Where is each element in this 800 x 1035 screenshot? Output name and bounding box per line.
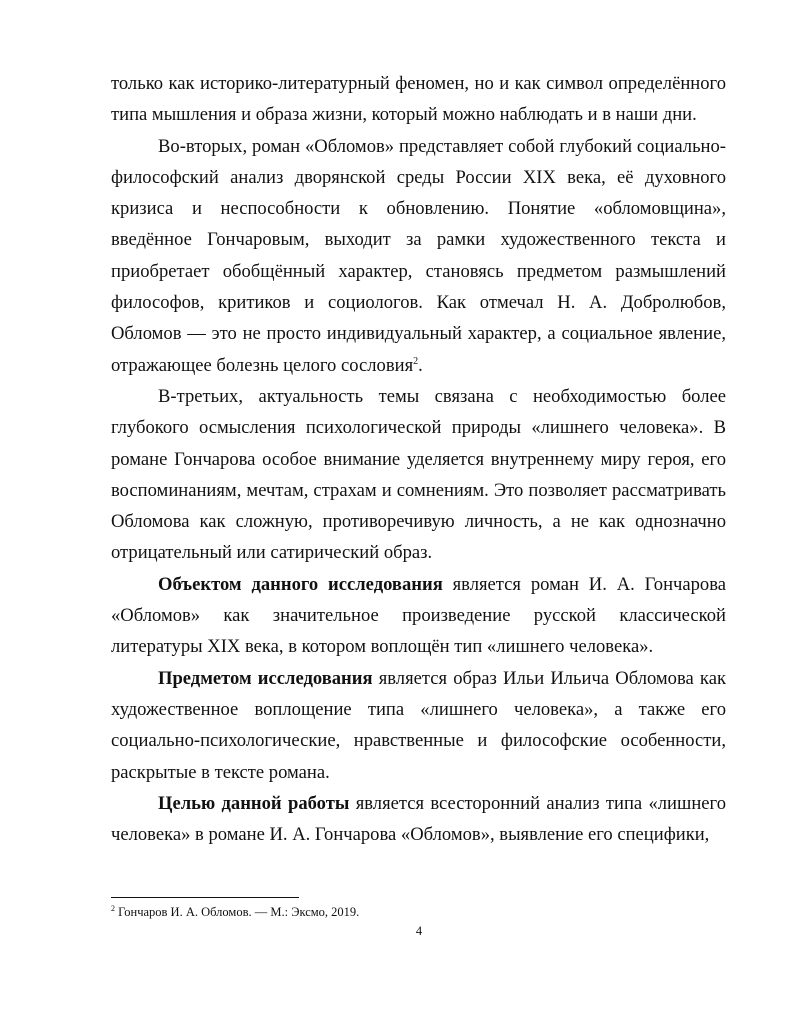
paragraph-bold-lead: Предметом исследования	[158, 667, 373, 689]
paragraph-text: В-третьих, актуальность темы связана с необходимостью более глубокого осмысления психологической природы «лишнего человека». В романе Гончарова особое внимание уделяется внутреннему миру героя, его воспоминаниям, мечтам, страхам и сомнениям. Это позволяет рассматривать Обломова как сложную, противоречивую личность, а не как однозначно отрицательный или сатирический образ.	[111, 385, 726, 564]
footnote-mark: 2	[111, 903, 115, 913]
footnote-separator	[111, 897, 299, 898]
paragraph-bold-lead: Объектом данного исследования	[158, 573, 443, 595]
body-text	[111, 68, 726, 850]
footnote-reference: 2	[413, 355, 419, 367]
paragraph-object	[111, 569, 726, 663]
paragraph-text: только как историко-литературный феномен, но и как символ определённого типа мышления и образа жизни, который можно наблюдать и в наши дни.	[111, 73, 726, 126]
footnote	[111, 904, 726, 920]
paragraph-text: .	[418, 354, 423, 376]
paragraph-secondly	[111, 131, 726, 381]
paragraph-text: является всесторонний анализ типа «лишнего человека» в романе И. А. Гончарова «Обломов», выявление его специфики,	[111, 792, 726, 846]
page-number: 4	[415, 924, 423, 938]
paragraph-continuation	[111, 68, 726, 131]
paragraph-goal	[111, 788, 726, 851]
paragraph-text: является роман И. А. Гончарова «Обломов» как значительное произведение русской классической литературы XIX века, в котором воплощён тип «лишнего человека».	[111, 573, 727, 658]
paragraph-thirdly	[111, 381, 726, 569]
paragraph-text: является образ Ильи Ильича Обломова как художественное воплощение типа «лишнего человека», а также его социально-психологические, нравственные и философские особенности, раскрытые в тексте романа.	[111, 667, 726, 783]
paragraph-bold-lead: Целью данной работы	[158, 792, 350, 814]
paragraph-text: Во-вторых, роман «Обломов» представляет собой глубокий социально-философский анализ дворянской среды России XIX века, её духовного кризиса и неспособности к обновлению. Понятие «обломовщина», введённое Гончаровым, выходит за рамки художественного текста и приобретает обобщённый характер, становясь предметом размышлений философов, критиков и социологов. Как отмечал Н. А. Добролюбов, Обломов — это не просто индивидуальный характер, а социальное явление, отражающее болезнь целого сословия	[111, 135, 726, 376]
footnote-text: Гончаров И. А. Обломов. — М.: Эксмо, 2019.	[115, 905, 360, 919]
paragraph-subject	[111, 663, 726, 788]
